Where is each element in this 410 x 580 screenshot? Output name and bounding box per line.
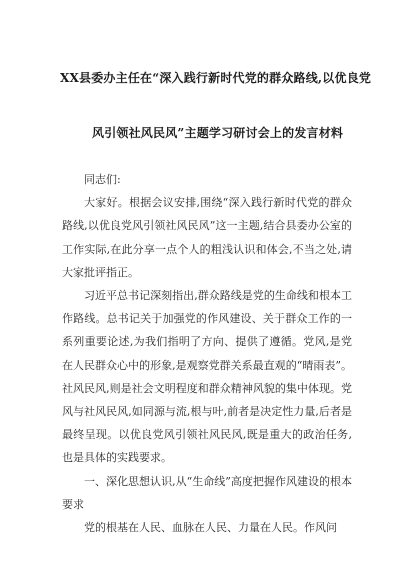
- document-title-line-2: 风引领社风民风”主题学习研讨会上的发言材料: [92, 126, 344, 140]
- document-title-line-1: XX县委办主任在“深入践行新时代党的群众路线,以优良党: [60, 71, 372, 85]
- paragraph-background: 习近平总书记深刻指出,群众路线是党的生命线和根本工作路线。总书记关于加强党的作风建设、关于群众工作的一系列重要论述,为我们指明了方向、提供了遵循。党风,是党在人民群众心中的形象,是观察党群关系最直观的“晴雨表”。社风民风,则是社会文明程度和群众精神风貌的集中体现。党风与社风民风,如同源与流,根与叶,前者是决定性力量,后者是最终呈现。以优良党风引领社风民风,既是重大的政治任务,也是具体的实践要求。: [62, 289, 352, 465]
- paragraph-section-1: 党的根基在人民、血脉在人民、力量在人民。作风问: [84, 521, 337, 535]
- salutation: 同志们:: [84, 173, 121, 186]
- document-body: [62, 168, 352, 539]
- section-heading-1: 一、深化思想认识,从“生命线”高度把握作风建设的根本要求: [62, 474, 352, 511]
- paragraph-intro: 大家好。根据会议安排,围绕“深入践行新时代党的群众路线,以优良党风引领社风民风”这一主题,结合县委办公室的工作实际,在此分享一点个人的粗浅认识和体会,不当之处,请大家批评指正。: [62, 196, 352, 279]
